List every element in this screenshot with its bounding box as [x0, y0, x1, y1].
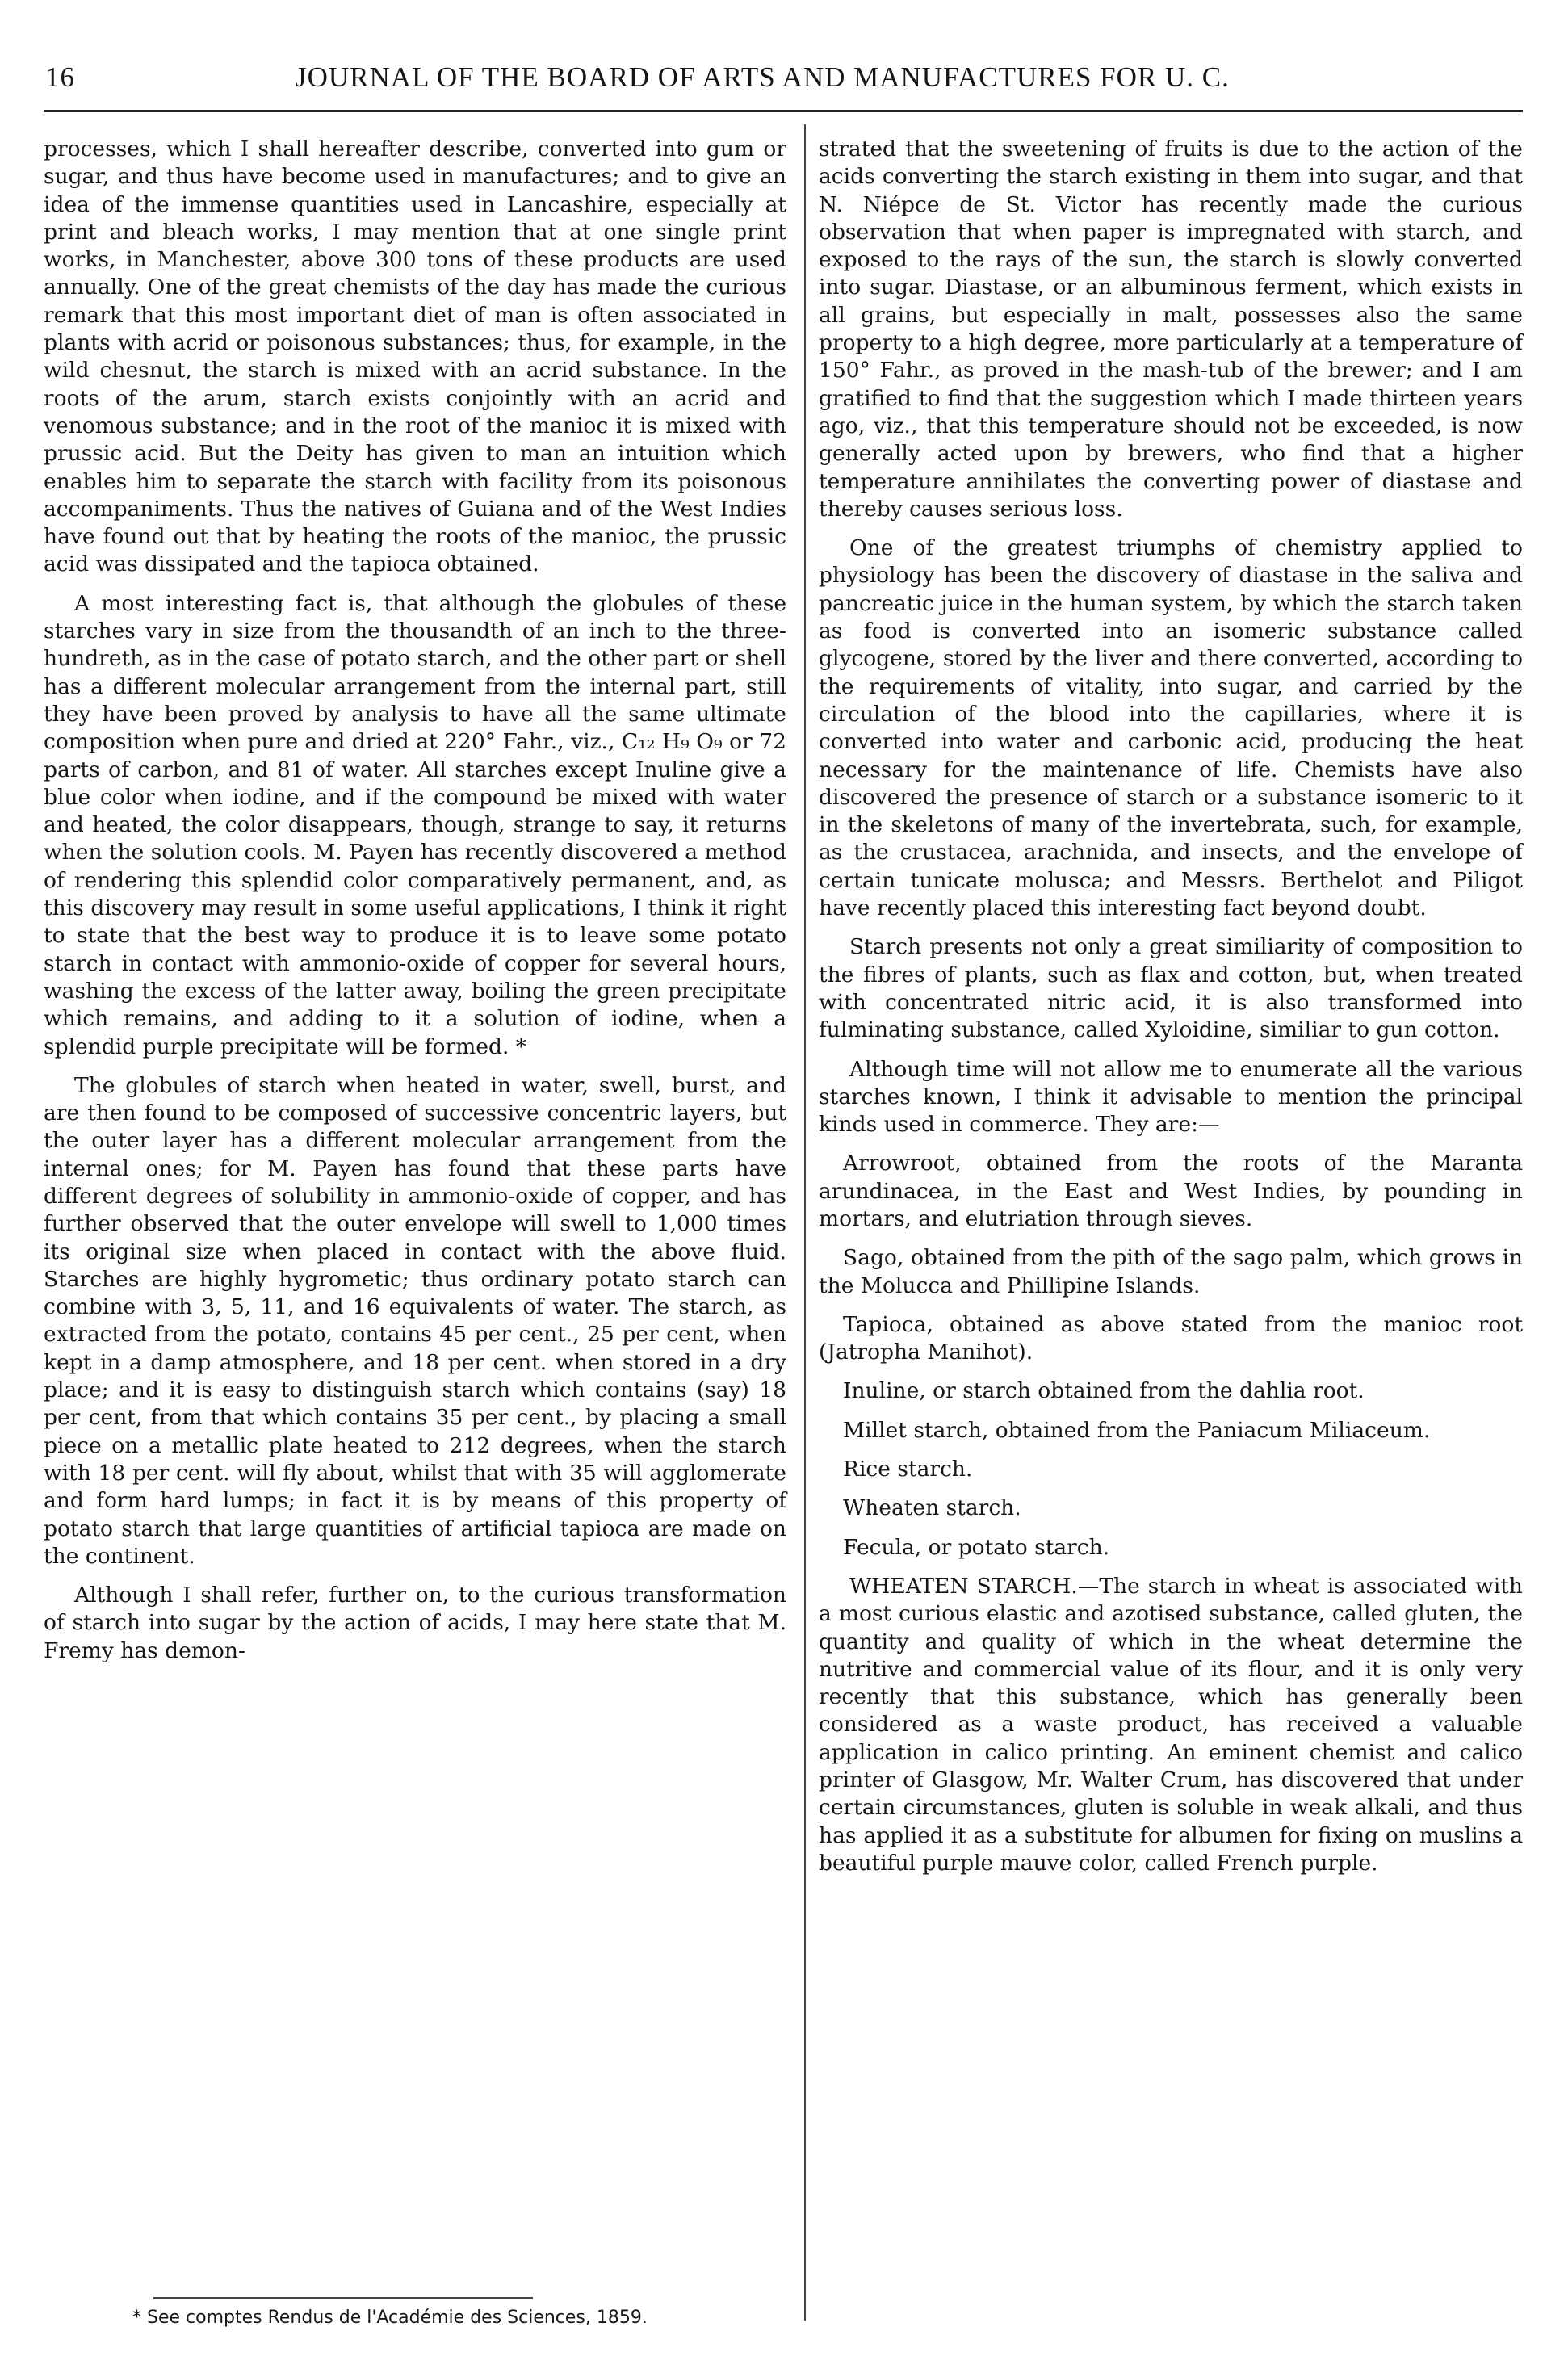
- paragraph: strated that the sweetening of fruits is due to the action of the acids converting the starch existing in them into sugar, and that N. Niépce de St. Victor has recently made the curious observation that when paper is impregnated with starch, and exposed to the rays of the sun, the starch is slowly converted into sugar. Diastase, or an albuminous ferment, which exists in all grains, but especially in malt, possesses also the same property to a high degree, more particularly at a temperature of 150° Fahr., as proved in the mash-tub of the brewer; and I am gratified to find that the suggestion which I made thirteen years ago, viz., that this temperature should not be exceeded, is now generally acted upon by brewers, who find that a higher temperature annihilates the converting power of diastase and thereby causes serious loss.: [819, 136, 1523, 522]
- right-column: [819, 136, 1523, 1889]
- starch-list-item: Rice starch.: [843, 1457, 973, 1482]
- paragraph: processes, which I shall hereafter describe, converted into gum or sugar, and thus have become used in manufactures; and to give an idea of the immense quantities used in Lancashire, especially at print and bleach works, I may mention that at one single print works, in Manchester, above 300 tons of these products are used annually. One of the great chemists of the day has made the curious remark that this most important diet of man is often associated in plants with acrid or poisonous substances; thus, for example, in the wild chesnut, the starch is mixed with an acrid substance. In the roots of the arum, starch exists conjointly with an acrid and venomous substance; and in the root of the manioc it is mixed with prussic acid. But the Deity has given to man an intuition which enables him to separate the starch with facility from its poisonous accompaniments. Thus the natives of Guiana and of the West Indies have found out that by heating the roots of the manioc, the prussic acid was dissipated and the tapioca obtained.: [44, 136, 786, 577]
- paragraph: Starch presents not only a great similiarity of composition to the fibres of plants, such as flax and cotton, but, when treated with concentrated nitric acid, it is also transformed into fulminating substance, called Xyloidine, similiar to gun cotton.: [819, 934, 1523, 1043]
- paragraph: One of the greatest triumphs of chemistry applied to physiology has been the discovery of diastase in the saliva and pancreatic juice in the human system, by which the starch taken as food is converted into an isomeric substance called glycogene, stored by the liver and there converted, according to the requirements of vitality, into sugar, and carried by the circulation of the blood into the capillaries, where it is converted into water and carbonic acid, producing the heat necessary for the maintenance of life. Chemists have also discovered the presence of starch or a substance isomeric to it in the skeletons of many of the invertebrata, such, for example, as the crustacea, arachnida, and insects, and the envelope of certain tunicate molusca; and Messrs. Berthelot and Piligot have recently placed this interesting fact beyond doubt.: [819, 535, 1523, 921]
- header-rule: [44, 110, 1523, 112]
- starch-list-item: Tapioca, obtained as above stated from the manioc root (Jatropha Manihot).: [819, 1311, 1523, 1365]
- running-title: JOURNAL OF THE BOARD OF ARTS AND MANUFACTURES FOR U. C.: [296, 61, 1230, 93]
- starch-list-item: Fecula, or potato starch.: [843, 1534, 1110, 1560]
- column-divider: [804, 124, 806, 2321]
- paragraph: A most interesting fact is, that although the globules of these starches vary in size from the thousandth of an inch to the three-hundreth, as in the case of potato starch, and the other part or shell has a different molecular arrangement from the internal part, still they have been proved by analysis to have all the same ultimate composition when pure and dried at 220° Fahr., viz., C₁₂ H₉ O₉ or 72 parts of carbon, and 81 of water. All starches except Inuline give a blue color when iodine, and if the compound be mixed with water and heated, the color disappears, though, strange to say, it returns when the solution cools. M. Payen has recently discovered a method of rendering this splendid color comparatively permanent, and, as this discovery may result in some useful applications, I think it right to state that the best way to produce it is to leave some potato starch in contact with ammonio-oxide of copper for several hours, washing the excess of the latter away, boiling the green precipitate which remains, and adding to it a solution of iodine, when a splendid purple precipitate will be formed. *: [44, 590, 786, 1059]
- starch-list-item: Millet starch, obtained from the Paniacum Miliaceum.: [843, 1417, 1431, 1443]
- left-column: [44, 136, 786, 1676]
- starch-list-item: Wheaten starch.: [843, 1495, 1021, 1521]
- running-head: [45, 61, 1523, 103]
- footnote: * See comptes Rendus de l'Académie des Sciences, 1859.: [132, 2308, 648, 2328]
- starch-list-item: Inuline, or starch obtained from the dahlia root.: [843, 1378, 1365, 1404]
- starch-list-item: Arrowroot, obtained from the roots of the Maranta arundinacea, in the East and West Indies, by pounding in mortars, and elutriation through sieves.: [819, 1151, 1523, 1231]
- page-number: 16: [45, 61, 75, 93]
- paragraph: Although time will not allow me to enumerate all the various starches known, I think it advisable to mention the principal kinds used in commerce. They are:—: [819, 1056, 1523, 1138]
- starch-list-item: Sago, obtained from the pith of the sago palm, which grows in the Molucca and Phillipine Islands.: [819, 1245, 1523, 1298]
- paragraph: The globules of starch when heated in water, swell, burst, and are then found to be composed of successive concentric layers, but the outer layer has a different molecular arrangement from the internal ones; for M. Payen has found that these parts have different degrees of solubility in ammonio-oxide of copper, and has further observed that the outer envelope will swell to 1,000 times its original size when placed in contact with the above fluid. Starches are highly hygrometic; thus ordinary potato starch can combine with 3, 5, 11, and 16 equivalents of water. The starch, as extracted from the potato, contains 45 per cent., 25 per cent, when kept in a damp atmosphere, and 18 per cent. when stored in a dry place; and it is easy to distinguish starch which contains (say) 18 per cent, from that which contains 35 per cent., by placing a small piece on a metallic plate heated to 212 degrees, when the starch with 18 per cent. will fly about, whilst that with 35 will agglomerate and form hard lumps; in fact it is by means of this property of potato starch that large quantities of artificial tapioca are made on the continent.: [44, 1072, 786, 1569]
- paragraph: WHEATEN STARCH.—The starch in wheat is associated with a most curious elastic and azotised substance, called gluten, the quantity and quality of which in the wheat determine the nutritive and commercial value of its flour, and it is only very recently that this substance, which has generally been considered as a waste product, has received a valuable application in calico printing. An eminent chemist and calico printer of Glasgow, Mr. Walter Crum, has discovered that under certain circumstances, gluten is soluble in weak alkali, and thus has applied it as a substitute for albumen for fixing on muslins a beautiful purple mauve color, called French purple.: [819, 1573, 1523, 1876]
- paragraph: Although I shall refer, further on, to the curious transformation of starch into sugar by the action of acids, I may here state that M. Fremy has demon-: [44, 1583, 786, 1663]
- footnote-rule: [153, 2297, 533, 2299]
